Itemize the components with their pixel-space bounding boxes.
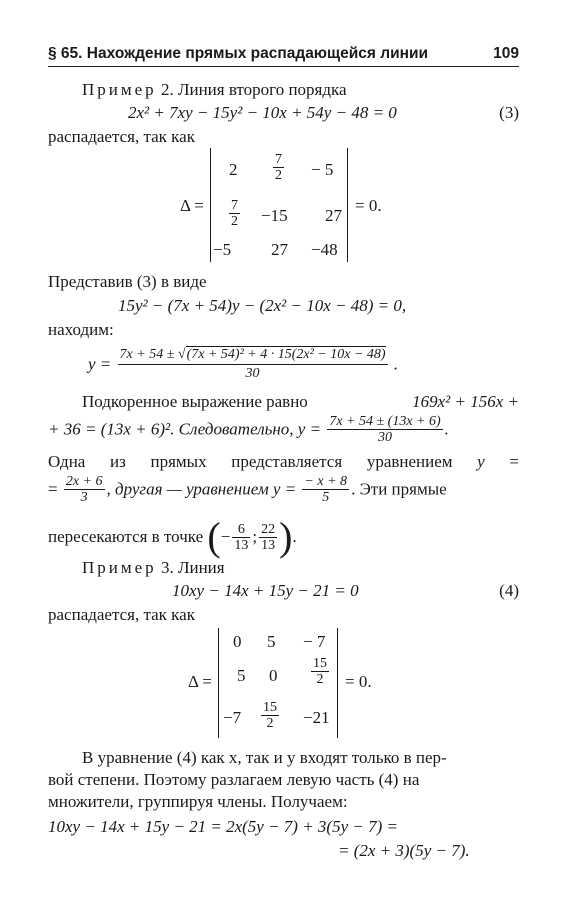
- paragraph-line-4: [48, 474, 447, 505]
- word: прямых: [150, 452, 207, 471]
- determinant-2: [218, 628, 338, 738]
- example-3-heading: [82, 558, 225, 578]
- text-fragment: =: [48, 479, 58, 499]
- paragraph-line-5: [48, 514, 297, 560]
- running-header: [48, 44, 519, 67]
- fraction: [64, 474, 105, 505]
- frac-num: 15: [263, 700, 277, 715]
- det-cell: −7: [223, 708, 242, 727]
- example-word: Пример: [82, 558, 157, 577]
- equation-number-4: (4): [499, 581, 519, 600]
- frac-num: 6: [232, 522, 250, 538]
- det-cell: 27: [325, 206, 342, 225]
- frac-den: 5: [322, 490, 330, 505]
- semicolon: ;: [252, 527, 258, 547]
- det-cell: −15: [261, 206, 288, 225]
- y-root: (7x + 54)² + 4 · 15(2x² − 10x − 48): [186, 347, 386, 362]
- text-fragment: Подкоренное выражение равно: [82, 392, 308, 411]
- frac-den: 2: [275, 168, 282, 183]
- frac-den: 3: [80, 490, 88, 505]
- frac-den: 13: [234, 537, 249, 553]
- text-fragment: + 36 = (13x + 6)². Следовательно,: [48, 419, 294, 439]
- frac-num: 7: [231, 198, 238, 213]
- det-equals-zero: = 0.: [355, 196, 382, 215]
- text-fragment: y =: [297, 419, 322, 439]
- example-heading-rest: 3. Линия: [156, 558, 225, 577]
- paragraph-line: вой степени. Поэтому разлагаем левую часть (4) на: [48, 770, 420, 789]
- y-numerator: 7x + 54 ± √(7x + 54)² + 4 · 15(2x² − 10x − 48): [118, 346, 388, 365]
- paragraph-line-2: [48, 414, 449, 445]
- fraction: [259, 522, 277, 553]
- right-paren: ): [279, 514, 293, 560]
- fraction: [232, 522, 250, 553]
- find-text: находим:: [48, 320, 114, 339]
- factorization-line-1: 10xy − 14x + 15y − 21 = 2x(5y − 7) + 3(5y − 7) =: [48, 817, 398, 836]
- word: из: [110, 452, 126, 471]
- det-cell: −48: [311, 240, 338, 259]
- frac-den: 13: [261, 537, 276, 553]
- det-cell: −5: [213, 240, 232, 259]
- example-2-heading: [82, 80, 347, 100]
- det-cell-fraction: [259, 700, 281, 731]
- det-cell: 0: [269, 666, 278, 685]
- y-fraction: [118, 346, 388, 383]
- det-cell: 0: [233, 632, 242, 651]
- det-cell: 2: [229, 160, 238, 179]
- fraction: [327, 414, 442, 445]
- y-denominator: 30: [245, 366, 260, 381]
- page-number: 109: [493, 45, 519, 62]
- frac-num: 22: [261, 521, 276, 537]
- degenerates-text: распадается, так как: [48, 605, 195, 624]
- frac-den: 2: [316, 672, 324, 687]
- det-cell-fraction: [271, 152, 286, 183]
- y-formula: [88, 346, 398, 383]
- frac-den: 30: [377, 430, 392, 445]
- word: уравнением: [366, 452, 453, 471]
- text-fragment: , другая — уравнением y =: [106, 479, 297, 499]
- det-cell: − 7: [303, 632, 326, 651]
- frac-num: 7: [275, 152, 282, 167]
- section-title: § 65. Нахождение прямых распадающейся линии: [48, 45, 429, 62]
- det-cell: 5: [237, 666, 246, 685]
- example-word: Пример: [82, 80, 157, 99]
- det-cell-fraction: [227, 198, 242, 229]
- frac-num: 15: [313, 656, 327, 671]
- y-lhs: y =: [88, 354, 112, 374]
- det-cell: 5: [267, 632, 276, 651]
- det-cell: −21: [303, 708, 330, 727]
- det-cell: 27: [271, 240, 288, 259]
- equation-3: 2x² + 7xy − 15y² − 10x + 54y − 48 = 0: [128, 103, 397, 122]
- text-fragment: .: [444, 419, 449, 439]
- text-fragment: 169x² + 156x +: [412, 392, 519, 411]
- word: =: [509, 452, 519, 471]
- equation-number-3: (3): [499, 103, 519, 122]
- word: представляется: [231, 452, 343, 471]
- equation-4: 10xy − 14x + 15y − 21 = 0: [172, 581, 359, 600]
- word: y: [477, 452, 485, 471]
- paragraph-line: В уравнение (4) как x, так и y входят только в пер-: [82, 748, 447, 767]
- degenerates-text: распадается, так как: [48, 127, 195, 146]
- paragraph-line: множители, группируя члены. Получаем:: [48, 792, 348, 811]
- example-heading-rest: 2. Линия второго порядка: [156, 80, 347, 99]
- frac-num: 7x + 54 ± (13x + 6): [329, 414, 441, 429]
- frac-num: − x + 8: [304, 474, 348, 489]
- text-fragment: пересекаются в точке: [48, 527, 204, 547]
- frac-num: 2x + 6: [65, 474, 103, 489]
- rewrite-intro: Представив (3) в виде: [48, 272, 207, 291]
- determinant-1: [210, 148, 348, 262]
- paragraph-line-3: [48, 452, 519, 472]
- y-numerator-a: 7x + 54 ±: [119, 347, 178, 362]
- text-fragment: . Эти прямые: [351, 479, 447, 499]
- word: Одна: [48, 452, 86, 471]
- paragraph-line-1: [48, 392, 519, 412]
- rewrite-equation: 15y² − (7x + 54)y − (2x² − 10x − 48) = 0,: [118, 296, 407, 315]
- fraction: [302, 474, 349, 505]
- delta-label: Δ =: [188, 672, 212, 691]
- frac-den: 2: [266, 716, 274, 731]
- det-cell-fraction: [309, 656, 331, 687]
- factorization-line-2: = (2x + 3)(5y − 7).: [338, 841, 470, 860]
- left-paren: (: [207, 514, 221, 560]
- det-cell: − 5: [311, 160, 334, 179]
- period: .: [292, 527, 297, 547]
- minus-sign: −: [220, 527, 231, 547]
- delta-label: Δ =: [180, 196, 204, 215]
- frac-den: 2: [231, 214, 238, 229]
- det-equals-zero: = 0.: [345, 672, 372, 691]
- y-end: .: [393, 354, 399, 374]
